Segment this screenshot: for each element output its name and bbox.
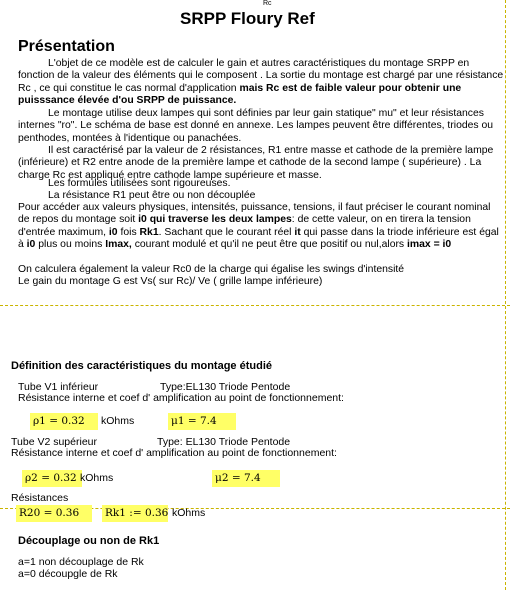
- p6-text-k: plus ou moins: [35, 239, 106, 251]
- decoupling-option-1: a=1 non découplage de Rk: [18, 556, 144, 568]
- tube-v2-description: Résistance interne et coef d' amplification au point de fonctionnement:: [11, 447, 337, 459]
- p6-bold-i0: i0: [108, 226, 118, 238]
- tube-v2-type: Type: EL130 Triode Pentode: [157, 436, 291, 448]
- p3-text: Il est caractérisé par la valeur de 2 résistances, R1 entre masse et cathode de la première lampe (inférieure) et R2 entre anode de la première lampe et cathode de la second lampe ( supérieure) . La charge Rc est appliqué entre cathode lampe supérieure et masse.: [18, 145, 494, 181]
- page-border-right: [505, 0, 506, 590]
- p8-text: Le gain du montage G est Vs( sur Rc)/ Ve ( grille lampe inférieure): [18, 276, 323, 287]
- p6-bold-i0-2: i0: [26, 239, 36, 251]
- p1-text: L'objet de ce modèle est de calculer le gain et autres caractéristiques du montage SRPP en fonction de la valeur des éléments qui le composent . La sortie du montage est chargé par une résistance Rc , ce qui constitue le cas normal d'application: [18, 58, 504, 94]
- decoupling-heading: Découplage ou non de Rk1: [18, 535, 160, 547]
- p6-bold-rk1: Rk1: [139, 226, 159, 238]
- presentation-paragraph-6: [18, 202, 504, 252]
- p6-bold-i0-phrase: i0 qui traverse les deux lampes: [138, 214, 292, 226]
- definition-heading: Définition des caractéristiques du montage étudié: [11, 360, 272, 372]
- tube-v1-label: Tube V1 inférieur: [18, 381, 99, 393]
- p7-text: On calculera également la valeur Rc0 de la charge qui égalise les swings d'intensité: [18, 264, 405, 275]
- p2-text: Le montage utilise deux lampes qui sont définies par leur gain statique" mu" et leur résistances internes "ro". Le schéma de base est donné en annexe. Les lampes peuvent être différentes, triodes ou penthodes, montées à l'identique ou panachées.: [18, 108, 494, 144]
- header-small-label: Rc: [263, 0, 272, 7]
- rk1-field[interactable]: Rk1 := 0.36: [102, 505, 168, 522]
- tube-v2-label: Tube V2 supérieur: [11, 436, 97, 448]
- kohms-unit-1: kOhms: [101, 415, 135, 427]
- tube-v1-type: Type:EL130 Triode Pentode: [160, 381, 291, 393]
- kohms-unit-3: kOhms: [172, 507, 206, 519]
- mu2-field[interactable]: μ2 = 7.4: [212, 470, 280, 487]
- p6-text-i: qui passe dans la triode inférieure est égal à: [18, 226, 499, 251]
- kohms-unit-2: kOhms: [80, 472, 114, 484]
- region-divider-top: [0, 305, 510, 306]
- p6-bold-it: it: [294, 226, 301, 238]
- p4-text: Les formules utilisées sont rigoureuses.: [48, 178, 231, 189]
- resistances-label: Résistances: [11, 492, 69, 504]
- presentation-paragraph-1: [18, 58, 504, 108]
- p5-text: La résistance R1 peut être ou non découplée: [48, 190, 256, 201]
- p6-text-m: courant modulé et qu'il ne peut être que positif ou nul,alors: [131, 239, 408, 251]
- presentation-paragraph-5: [18, 190, 504, 202]
- p6-text-g: . Sachant que le courant réel: [158, 226, 295, 238]
- mu1-field[interactable]: μ1 = 7.4: [168, 413, 236, 430]
- decoupling-option-2: a=0 découpgle de Rk: [18, 568, 118, 580]
- p6-bold-imax-eq: imax = i0: [407, 239, 452, 251]
- presentation-paragraph-2: [18, 108, 504, 145]
- p6-text-e: fois: [117, 226, 140, 238]
- presentation-paragraph-4: [18, 178, 504, 190]
- presentation-paragraph-3: [18, 145, 504, 182]
- page-title: SRPP Floury Ref: [180, 9, 315, 28]
- rho1-field[interactable]: ρ1 = 0.32: [30, 413, 98, 430]
- p6-text-a: Pour accéder aux valeurs physiques, intensités, puissance, tensions, il faut préciser le courant nominal de repos du montage soit: [18, 202, 491, 226]
- p6-bold-imax: Imax,: [105, 239, 132, 251]
- presentation-heading: Présentation: [18, 38, 115, 55]
- p1-bold: mais Rc est de faible valeur pour obtenir une puisssance élevée d'ou SRPP de puissance.: [18, 82, 462, 107]
- p6-text-c: : de cette valeur, on en tirera la tension d'entrée maximum,: [18, 214, 471, 238]
- rho2-field[interactable]: ρ2 = 0.32: [22, 470, 82, 487]
- presentation-paragraph-8: [18, 276, 504, 288]
- presentation-paragraph-7: [18, 264, 504, 276]
- tube-v1-description: Résistance interne et coef d' amplification au point de fonctionnement:: [18, 392, 344, 404]
- r20-field[interactable]: R20 = 0.36: [16, 505, 92, 522]
